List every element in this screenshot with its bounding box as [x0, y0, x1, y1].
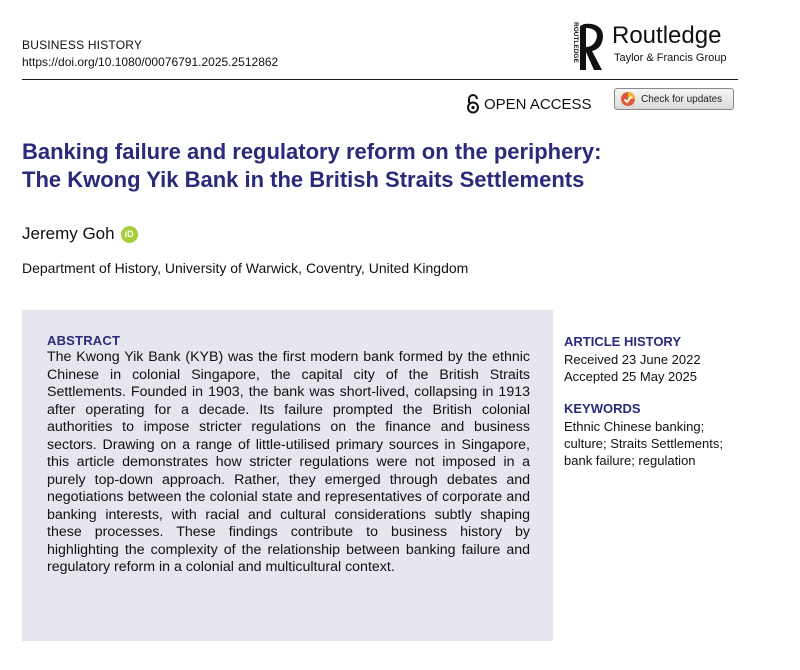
- open-access-badge: [466, 93, 592, 115]
- publisher-subtitle: Taylor & Francis Group: [614, 52, 727, 64]
- crossmark-icon: [620, 91, 636, 107]
- open-lock-icon: [466, 94, 480, 114]
- keywords-text: Ethnic Chinese banking; culture; Straits Settlements; bank failure; regulation: [564, 419, 723, 468]
- title-line-2: The Kwong Yik Bank in the British Straits Settlements: [22, 167, 585, 192]
- orcid-icon[interactable]: iD: [121, 226, 138, 243]
- publisher-logo: [568, 20, 743, 72]
- publisher-name: Routledge: [612, 22, 722, 49]
- abstract-heading: ABSTRACT: [47, 333, 121, 348]
- affiliation: Department of History, University of Warwick, Coventry, United Kingdom: [22, 260, 469, 276]
- journal-name: BUSINESS HISTORY: [22, 38, 143, 52]
- header-divider: [22, 79, 738, 80]
- check-for-updates-button[interactable]: [614, 88, 734, 110]
- keywords-heading: KEYWORDS: [564, 401, 641, 416]
- routledge-logo-icon: [568, 20, 608, 72]
- title-line-1: Banking failure and regulatory reform on the periphery:: [22, 139, 602, 164]
- author: [22, 224, 138, 244]
- open-access-label: OPEN ACCESS: [484, 95, 592, 113]
- received-date: Received 23 June 2022: [564, 352, 701, 367]
- article-title: [22, 138, 762, 194]
- author-name[interactable]: Jeremy Goh: [22, 224, 115, 243]
- accepted-date: Accepted 25 May 2025: [564, 369, 697, 384]
- doi-link[interactable]: https://doi.org/10.1080/00076791.2025.2512862: [22, 55, 279, 69]
- check-updates-label: Check for updates: [641, 93, 723, 105]
- abstract-text: The Kwong Yik Bank (KYB) was the first modern bank formed by the ethnic Chinese in colonial Singapore, the capital city of the British Straits Settlements. Founded in 1903, the bank was short-lived, collapsing in 1913 after operating for a decade. Its failure prompted the British colonial authorities to impose stricter regulations on the finance and business sectors. Drawing on a range of little-utilised primary sources in Singapore, this article demonstrates how stricter regulations were not imposed in a purely top-down approach. Rather, they emerged through debates and negotiations between the colonial state and representatives of corporate and banking interests, with racial and cultural considerations subtly shaping these processes. These findings contribute to business history by highlighting the complexity of the relationship between banking failure and regulatory reform in a colonial and multicultural context.: [47, 349, 530, 575]
- article-history-heading: ARTICLE HISTORY: [564, 334, 682, 349]
- logo-vertical-text: ROUTLEDGE: [572, 22, 579, 63]
